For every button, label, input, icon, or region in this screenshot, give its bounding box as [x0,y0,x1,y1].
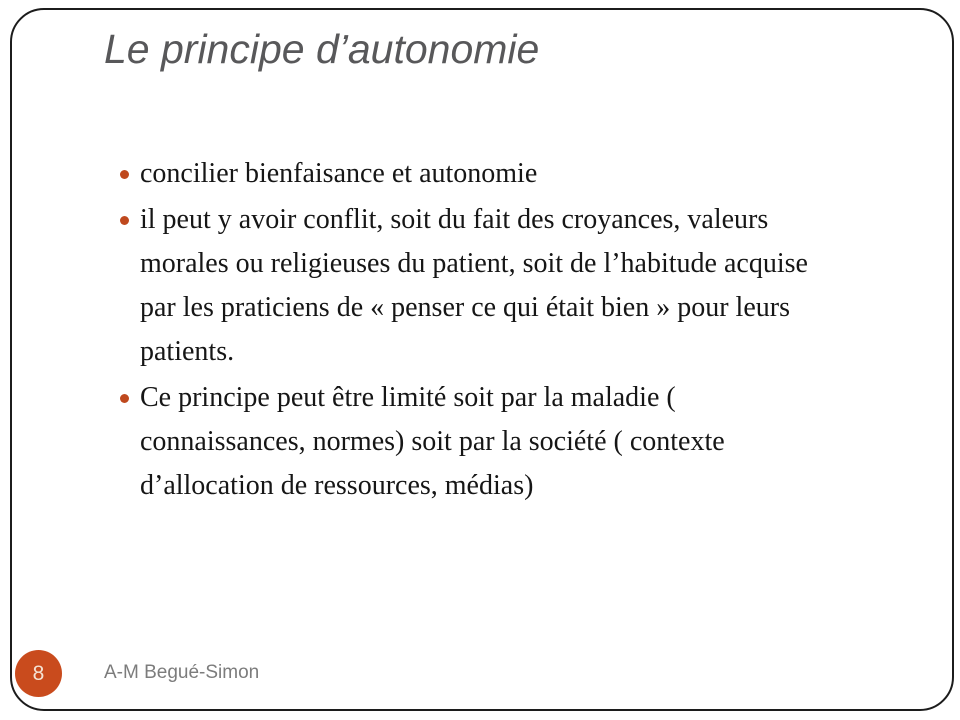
bullet-line: d’allocation de ressources, médias) [140,470,534,501]
bullet-line: il peut y avoir conflit, soit du fait des croyances, valeurs [140,204,769,235]
bullet-list [120,152,930,510]
bullet-dot-icon [120,394,129,403]
bullet-item [120,376,930,508]
bullet-line: Ce principe peut être limité soit par la maladie ( [140,382,676,413]
page-number-badge [15,650,62,697]
bullet-line: patients. [140,336,235,367]
bullet-line: concilier bienfaisance et autonomie [140,158,538,189]
bullet-dot-icon [120,170,129,179]
bullet-line: connaissances, normes) soit par la société ( contexte [140,426,725,457]
footer-author: A-M Begué-Simon [104,662,260,683]
bullet-line: par les praticiens de « penser ce qui était bien » pour leurs [140,292,790,323]
bullet-item [120,152,930,196]
slide-title: Le principe d’autonomie [104,26,540,72]
bullet-dot-icon [120,216,129,225]
bullet-item [120,198,930,374]
page-number: 8 [32,661,45,685]
bullet-line: morales ou religieuses du patient, soit de l’habitude acquise [140,248,808,279]
